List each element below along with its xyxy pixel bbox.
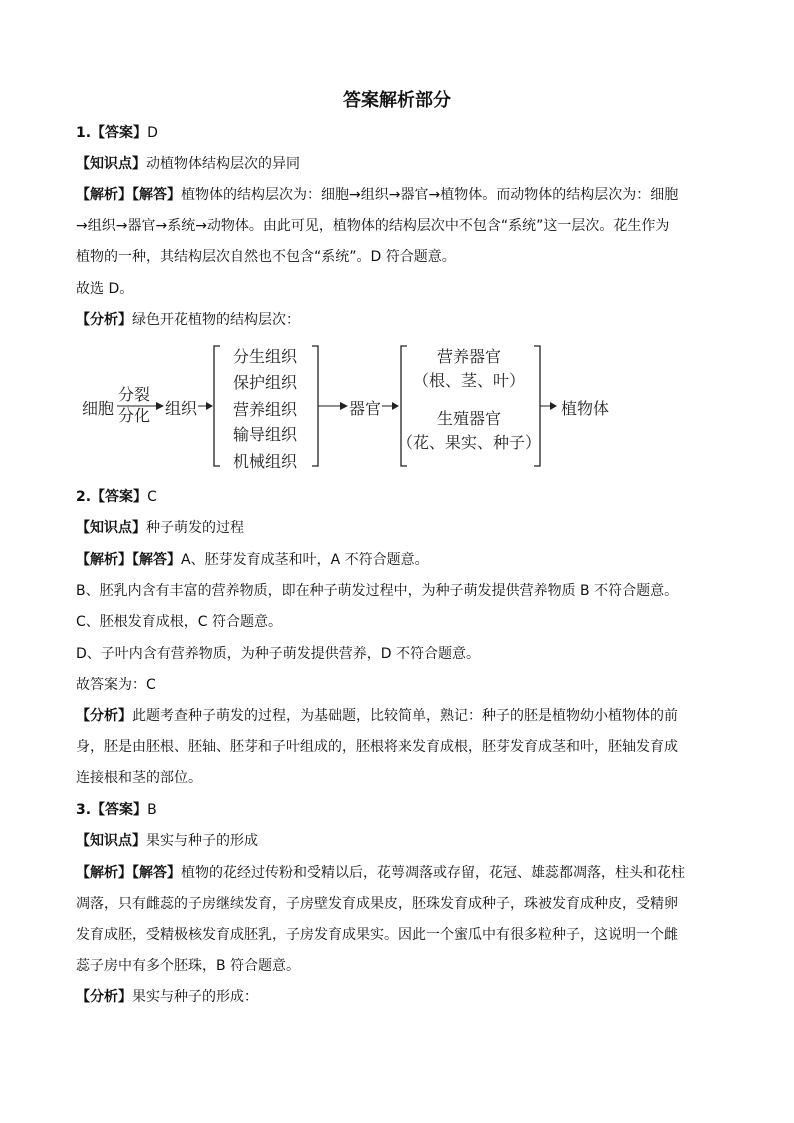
q2-option-b: B、胚乳内含有丰富的营养物质，即在种子萌发过程中，为种子萌发提供营养物质 B 不符合题意。 [76,583,679,599]
q2-fenxi-text: 身，胚是由胚根、胚轴、胚芽和子叶组成的，胚根将来发育成根，胚芽发育成茎和叶，胚轴发育成 [76,739,678,755]
diagram-differentiation: 分化 [118,406,151,425]
q3-analysis-line [76,864,726,882]
q2-knowledge-line [76,519,726,537]
reproductive-organs: 生殖器官 [436,409,502,428]
q2-answer-label: 2.【答案】 [76,489,148,505]
q2-option-c: C、胚根发育成根，C 符合题意。 [76,614,283,630]
q2-analysis-label: 【解析】【解答】 [76,552,181,568]
q2-option-a: A、胚芽发育成茎和叶，A 不符合题意。 [181,552,429,568]
q1-knowledge-line [76,155,726,173]
arrow-head [156,402,164,410]
tissue-meristem: 分生组织 [233,347,298,366]
q3-fenxi: 果实与种子的形成： [132,989,258,1005]
reproductive-organs-examples: （花、果实、种子） [396,433,542,452]
q1-analysis-text: 植物的一种，其结构层次自然也不包含“系统”。D 符合题意。 [76,249,456,265]
q2-fenxi-label: 【分析】 [76,708,132,724]
diagram-organ: 器官 [349,399,382,418]
q3-knowledge-line [76,832,726,850]
tissue-mechanical: 机械组织 [233,452,298,471]
q2-answer: C [147,489,157,505]
arrow-head [392,402,399,410]
diagram-tissue: 组织 [165,399,198,418]
q1-fenxi-label: 【分析】 [76,312,132,328]
q1-fenxi-line [76,311,726,329]
q2-answer-line [76,488,726,506]
diagram-division: 分裂 [118,385,151,404]
tissue-bracket-left [214,346,220,466]
q3-analysis-text: 蕊子房中有多个胚珠，B 符合题意。 [76,958,301,974]
q1-fenxi: 绿色开花植物的结构层次： [132,312,300,328]
arrow-head [340,402,348,410]
q2-fenxi-text: 此题考查种子萌发的过程，为基础题，比较简单，熟记：种子的胚是植物幼小植物体的前 [132,708,678,724]
q1-analysis-text: 植物体的结构层次为：细胞→组织→器官→植物体。而动物体的结构层次为：细胞 [181,187,679,203]
q3-fenxi-label: 【分析】 [76,989,132,1005]
tissue-nutritive: 营养组织 [233,400,298,419]
q1-analysis-text: →组织→器官→系统→动物体。由此可见，植物体的结构层次中不包含“系统”这一层次。花生作为 [76,218,670,234]
diagram-cell: 细胞 [82,399,115,418]
q2-kp-label: 【知识点】 [76,520,146,536]
q1-analysis-label: 【解析】【解答】 [76,187,181,203]
q3-answer-label: 3.【答案】 [76,802,148,818]
q3-answer-line [76,801,726,819]
q3-kp: 果实与种子的形成 [146,833,258,849]
q1-kp-label: 【知识点】 [76,156,146,172]
tissue-bracket-right [312,346,318,466]
nutritive-organs: 营养器官 [436,347,502,366]
nutritive-organs-examples: （根、茎、叶） [412,371,526,390]
q1-conclusion: 故选 D。 [76,281,134,297]
q2-fenxi-line [76,707,726,725]
q1-answer-label: 1.【答案】 [76,125,148,141]
q3-fenxi-line [76,988,726,1006]
diagram-plant: 植物体 [561,399,610,418]
q1-answer: D [147,125,158,141]
arrow-head [550,402,557,410]
q2-conclusion: 故答案为：C [76,677,156,693]
arrow-head [206,402,213,410]
tissue-conducting: 输导组织 [233,425,298,444]
q2-kp: 种子萌发的过程 [146,520,244,536]
q3-kp-label: 【知识点】 [76,833,146,849]
q1-analysis-line [76,186,726,204]
q3-analysis-label: 【解析】【解答】 [76,865,181,881]
q2-option-d: D、子叶内含有营养物质，为种子萌发提供营养，D 不符合题意。 [76,646,481,662]
q3-analysis-text: 植物的花经过传粉和受精以后，花萼凋落或存留，花冠、雄蕊都凋落，柱头和花柱 [181,865,685,881]
q2-analysis-line [76,551,726,569]
plant-structure-diagram [76,338,656,472]
tissue-protective: 保护组织 [233,373,298,392]
q1-answer-line [76,124,726,142]
q1-kp: 动植物体结构层次的异同 [146,156,300,172]
q3-answer: B [147,802,157,818]
q3-analysis-text: 发育成胚，受精极核发育成胚乳，子房发育成果实。因此一个蜜瓜中有很多粒种子，这说明一个雌 [76,927,678,943]
page-title: 答案解析部分 [343,90,451,111]
q3-analysis-text: 凋落，只有雌蕊的子房继续发育，子房壁发育成果皮，胚珠发育成种子，珠被发育成种皮，受精卵 [76,896,678,912]
q2-fenxi-text: 连接根和茎的部位。 [76,770,202,786]
